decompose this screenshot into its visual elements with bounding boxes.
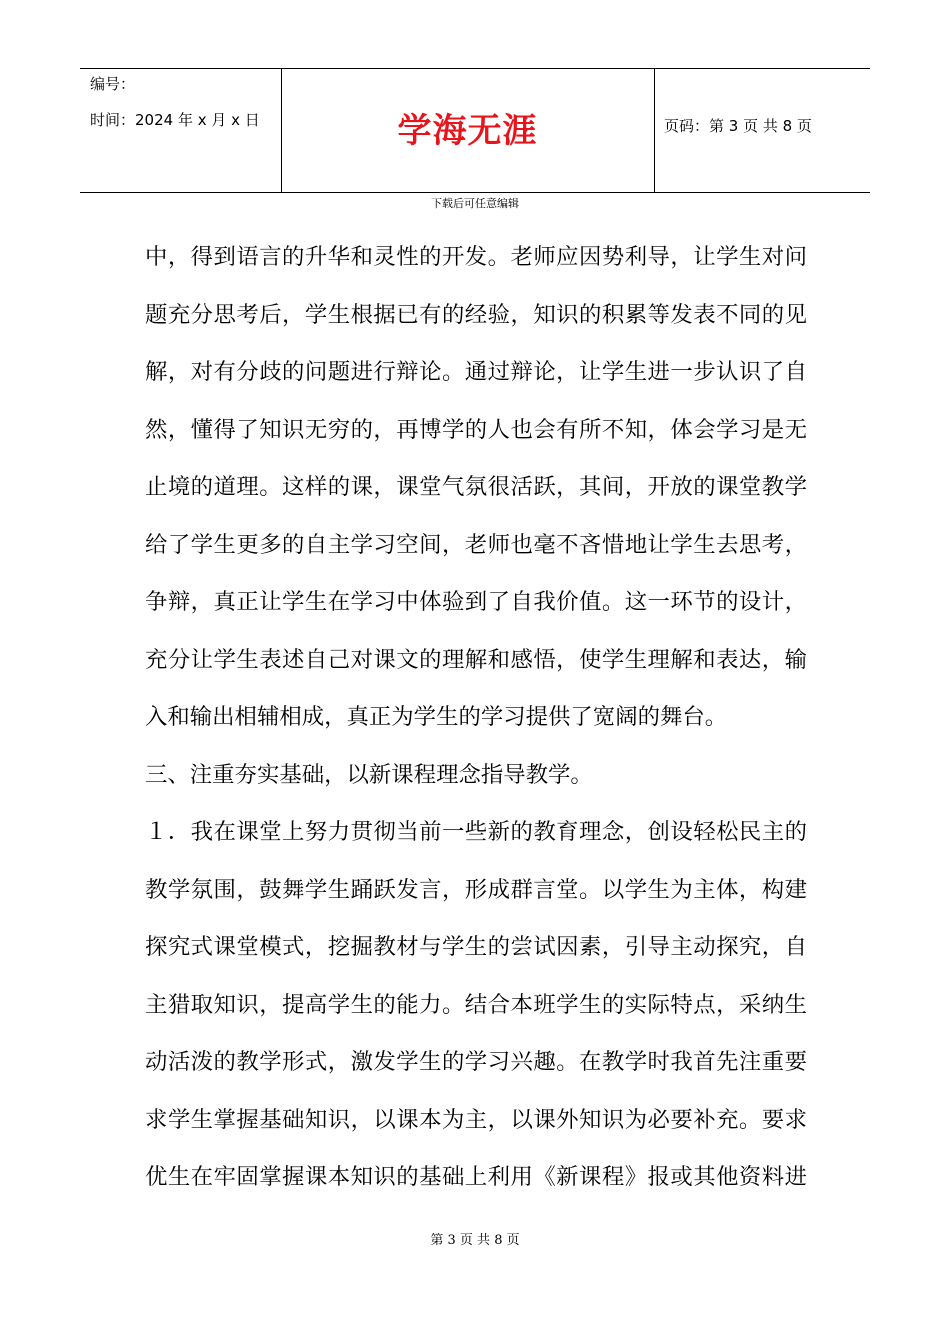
body-line: 主猎取知识，提高学生的能力。结合本班学生的实际特点，采纳生: [145, 991, 807, 1018]
page-indicator: 页码：第 3 页 共 8 页: [664, 117, 812, 135]
document-number-label: 编号：: [90, 75, 136, 93]
body-line: 优生在牢固掌握课本知识的基础上利用《新课程》报或其他资料进: [145, 1164, 807, 1190]
body-line: 求学生掌握基础知识，以课本为主，以课外知识为必要补充。要求: [145, 1106, 807, 1133]
body-line: 中，得到语言的升华和灵性的开发。老师应因势利导，让学生对问: [145, 244, 807, 270]
body-line: １．我在课堂上努力贯彻当前一些新的教育理念，创设轻松民主的: [145, 819, 807, 845]
body-line: 给了学生更多的自主学习空间，老师也毫不吝惜地让学生去思考，: [145, 531, 807, 558]
page-footer: 第 3 页 共 8 页: [430, 1233, 520, 1248]
body-line: 止境的道理。这样的课，课堂气氛很活跃，其间，开放的课堂教学: [145, 474, 807, 500]
body-line: 教学氛围，鼓舞学生踊跃发言，形成群言堂。以学生为主体，构建: [145, 876, 807, 903]
body-line: 动活泼的教学形式，激发学生的学习兴趣。在教学时我首先注重要: [145, 1049, 807, 1075]
body-line: 解，对有分歧的问题进行辩论。通过辩论，让学生进一步认识了自: [145, 359, 807, 385]
body-line: 争辩，真正让学生在学习中体验到了自我价值。这一环节的设计，: [145, 589, 807, 615]
header-divider-right: [654, 69, 655, 192]
body-line: 入和输出相辅相成，真正为学生的学习提供了宽阔的舞台。: [145, 704, 728, 730]
editable-note: 下载后可任意编辑: [431, 197, 519, 210]
body-line: 充分让学生表述自己对课文的理解和感悟，使学生理解和表达，输: [145, 646, 807, 673]
document-header: [80, 68, 870, 193]
body-line: 三、注重夯实基础，以新课程理念指导教学。: [145, 761, 593, 788]
body-line: 然，懂得了知识无穷的，再博学的人也会有所不知，体会学习是无: [145, 416, 807, 443]
body-line: 题充分思考后，学生根据已有的经验，知识的积累等发表不同的见: [145, 301, 807, 328]
brand-title: 学海无涯: [397, 111, 538, 151]
document-body: [145, 233, 807, 1211]
body-line: 探究式课堂模式，挖掘教材与学生的尝试因素，引导主动探究，自: [145, 934, 807, 960]
document-time-label: 时间：2024 年 x 月 x 日: [90, 111, 260, 129]
